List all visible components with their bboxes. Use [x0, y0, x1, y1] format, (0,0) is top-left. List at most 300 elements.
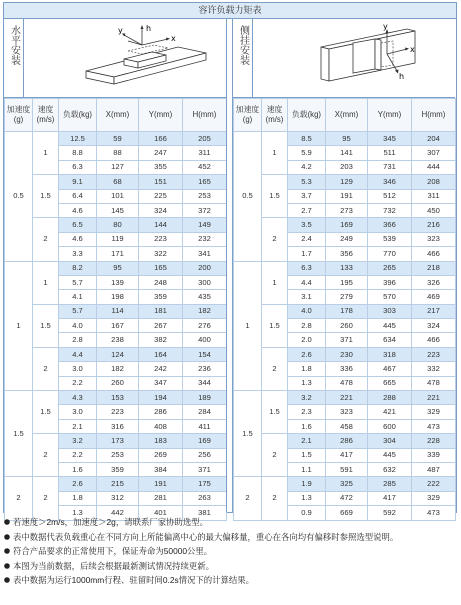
value-cell: 4.0 — [288, 304, 326, 318]
speed-cell: 1 — [33, 261, 59, 304]
value-cell: 592 — [368, 506, 412, 520]
table-row — [234, 434, 456, 448]
value-cell: 359 — [139, 290, 183, 304]
value-cell: 221 — [412, 391, 456, 405]
value-cell: 1.8 — [288, 362, 326, 376]
header-x: X(mm) — [97, 99, 139, 132]
y-axis-label: y — [118, 26, 123, 35]
value-cell: 95 — [97, 261, 139, 275]
value-cell: 182 — [183, 304, 227, 318]
value-cell: 273 — [326, 203, 368, 217]
note-text: 表中数据代表负载重心在不同方向上所能偏离中心的最大偏移量，重心在各向均有偏移时参照选型说明。 — [13, 531, 399, 542]
table-row — [5, 391, 227, 405]
value-cell: 417 — [326, 448, 368, 462]
value-cell: 372 — [183, 203, 227, 217]
value-cell: 253 — [97, 448, 139, 462]
value-cell: 9.1 — [59, 175, 97, 189]
value-cell: 1.6 — [288, 419, 326, 433]
side-mount-panel — [233, 19, 455, 517]
side-mount-diagram — [257, 21, 451, 95]
value-cell: 318 — [368, 347, 412, 361]
value-cell: 435 — [183, 290, 227, 304]
note-text: 符合产品要求的正常使用下，保证寿命为50000公里。 — [13, 546, 213, 557]
value-cell: 216 — [412, 218, 456, 232]
value-cell: 215 — [97, 477, 139, 491]
value-cell: 263 — [183, 491, 227, 505]
value-cell: 249 — [326, 232, 368, 246]
value-cell: 228 — [412, 434, 456, 448]
acceleration-cell: 0.5 — [5, 132, 33, 262]
value-cell: 195 — [326, 275, 368, 289]
value-cell: 304 — [368, 434, 412, 448]
note-item — [3, 544, 459, 559]
value-cell: 225 — [139, 189, 183, 203]
table-row — [5, 477, 227, 491]
value-cell: 444 — [412, 160, 456, 174]
value-cell: 1.5 — [288, 448, 326, 462]
value-cell: 281 — [139, 491, 183, 505]
value-cell: 165 — [183, 175, 227, 189]
value-cell: 1.9 — [288, 477, 326, 491]
value-cell: 260 — [97, 376, 139, 390]
header-h: H(mm) — [412, 99, 456, 132]
value-cell: 591 — [326, 462, 368, 476]
h-axis-label: h — [146, 24, 152, 33]
value-cell: 114 — [97, 304, 139, 318]
value-cell: 539 — [368, 232, 412, 246]
speed-cell: 2 — [33, 477, 59, 520]
value-cell: 2.8 — [59, 333, 97, 347]
value-cell: 323 — [412, 232, 456, 246]
header-speed: 速度 (m/s) — [33, 99, 59, 132]
speed-cell: 1.5 — [262, 175, 288, 218]
note-item — [3, 530, 459, 545]
note-text: 本图为当前数据，后续会根据最新测试情况持续更新。 — [13, 560, 214, 571]
value-cell: 265 — [368, 261, 412, 275]
value-cell: 145 — [97, 203, 139, 217]
value-cell: 445 — [368, 448, 412, 462]
value-cell: 144 — [139, 218, 183, 232]
value-cell: 1.1 — [288, 462, 326, 476]
value-cell: 452 — [183, 160, 227, 174]
value-cell: 8.8 — [59, 146, 97, 160]
value-cell: 59 — [97, 132, 139, 146]
speed-cell: 2 — [33, 347, 59, 390]
value-cell: 153 — [97, 391, 139, 405]
value-cell: 217 — [412, 304, 456, 318]
value-cell: 2.7 — [288, 203, 326, 217]
speed-cell: 1.5 — [262, 391, 288, 434]
notes — [3, 515, 459, 588]
value-cell: 0.9 — [288, 506, 326, 520]
value-cell: 285 — [368, 477, 412, 491]
value-cell: 5.7 — [59, 304, 97, 318]
value-cell: 232 — [183, 232, 227, 246]
value-cell: 171 — [97, 247, 139, 261]
value-cell: 95 — [326, 132, 368, 146]
value-cell: 286 — [326, 434, 368, 448]
value-cell: 173 — [97, 434, 139, 448]
value-cell: 223 — [412, 347, 456, 361]
value-cell: 247 — [139, 146, 183, 160]
value-cell: 2.6 — [288, 347, 326, 361]
value-cell: 472 — [326, 491, 368, 505]
value-cell: 347 — [139, 376, 183, 390]
value-cell: 286 — [139, 405, 183, 419]
value-cell: 332 — [412, 362, 456, 376]
value-cell: 4.0 — [59, 319, 97, 333]
value-cell: 181 — [139, 304, 183, 318]
value-cell: 478 — [326, 376, 368, 390]
note-text: 若速度＞2m/s，加速度＞2g，请联系厂家协助选型。 — [13, 517, 208, 527]
value-cell: 339 — [412, 448, 456, 462]
note-item — [3, 573, 459, 588]
value-cell: 473 — [412, 419, 456, 433]
value-cell: 324 — [139, 203, 183, 217]
value-cell: 665 — [368, 376, 412, 390]
value-cell: 151 — [139, 175, 183, 189]
value-cell: 165 — [139, 261, 183, 275]
value-cell: 4.4 — [59, 347, 97, 361]
side-mount-label: 侧挂安装 — [233, 19, 253, 97]
value-cell: 408 — [139, 419, 183, 433]
table-row — [5, 261, 227, 275]
value-cell: 316 — [97, 419, 139, 433]
table-row — [234, 132, 456, 146]
x-axis-label: x — [171, 34, 176, 43]
value-cell: 401 — [139, 506, 183, 520]
value-cell: 3.0 — [59, 405, 97, 419]
value-cell: 236 — [183, 362, 227, 376]
value-cell: 127 — [97, 160, 139, 174]
value-cell: 4.4 — [288, 275, 326, 289]
y-axis-label: y — [383, 22, 388, 31]
speed-cell: 1.5 — [33, 175, 59, 218]
value-cell: 166 — [139, 132, 183, 146]
horizontal-mount-diagram-row — [4, 19, 226, 98]
value-cell: 223 — [97, 405, 139, 419]
value-cell: 466 — [412, 247, 456, 261]
value-cell: 101 — [97, 189, 139, 203]
value-cell: 445 — [368, 319, 412, 333]
value-cell: 1.8 — [59, 491, 97, 505]
table-caption: 容许负载力矩表 — [4, 3, 456, 19]
panel-divider — [226, 19, 233, 512]
value-cell: 381 — [183, 506, 227, 520]
value-cell: 329 — [412, 405, 456, 419]
value-cell: 124 — [97, 347, 139, 361]
acceleration-cell: 2 — [5, 477, 33, 520]
value-cell: 218 — [412, 261, 456, 275]
value-cell: 182 — [97, 362, 139, 376]
value-cell: 3.2 — [59, 434, 97, 448]
value-cell: 311 — [412, 189, 456, 203]
value-cell: 770 — [368, 247, 412, 261]
acceleration-cell: 1.5 — [234, 391, 262, 477]
value-cell: 203 — [326, 160, 368, 174]
value-cell: 442 — [97, 506, 139, 520]
speed-cell: 1.5 — [33, 391, 59, 434]
horizontal-mount-panel — [4, 19, 226, 517]
value-cell: 139 — [97, 275, 139, 289]
value-cell: 1.3 — [288, 376, 326, 390]
speed-cell: 2 — [33, 218, 59, 261]
value-cell: 355 — [139, 160, 183, 174]
value-cell: 169 — [183, 434, 227, 448]
value-cell: 267 — [139, 319, 183, 333]
load-moment-table — [3, 2, 457, 517]
value-cell: 417 — [368, 491, 412, 505]
table-row — [234, 477, 456, 491]
speed-cell: 1.5 — [262, 304, 288, 347]
value-cell: 359 — [97, 462, 139, 476]
value-cell: 1.6 — [59, 462, 97, 476]
value-cell: 356 — [326, 247, 368, 261]
value-cell: 175 — [183, 477, 227, 491]
value-cell: 2.6 — [59, 477, 97, 491]
value-cell: 12.5 — [59, 132, 97, 146]
value-cell: 731 — [368, 160, 412, 174]
value-cell: 269 — [139, 448, 183, 462]
value-cell: 2.1 — [59, 419, 97, 433]
value-cell: 248 — [139, 275, 183, 289]
value-cell: 189 — [183, 391, 227, 405]
value-cell: 279 — [326, 290, 368, 304]
table-row — [234, 391, 456, 405]
horizontal-mount-label: 水平安装 — [4, 19, 24, 97]
value-cell: 198 — [97, 290, 139, 304]
horizontal-mount-diagram — [28, 21, 222, 95]
value-cell: 68 — [97, 175, 139, 189]
value-cell: 396 — [368, 275, 412, 289]
value-cell: 336 — [326, 362, 368, 376]
header-row — [5, 99, 227, 132]
table-row — [234, 175, 456, 189]
speed-cell: 1.5 — [33, 304, 59, 347]
value-cell: 4.2 — [288, 160, 326, 174]
header-x: X(mm) — [326, 99, 368, 132]
bullet-icon — [4, 519, 10, 525]
table-row — [234, 218, 456, 232]
acceleration-cell: 0.5 — [234, 132, 262, 262]
value-cell: 473 — [412, 506, 456, 520]
value-cell: 329 — [412, 491, 456, 505]
value-cell: 411 — [183, 419, 227, 433]
acceleration-cell: 1 — [234, 261, 262, 391]
header-speed: 速度 (m/s) — [262, 99, 288, 132]
value-cell: 5.3 — [288, 175, 326, 189]
value-cell: 4.3 — [59, 391, 97, 405]
value-cell: 3.7 — [288, 189, 326, 203]
value-cell: 2.0 — [288, 333, 326, 347]
value-cell: 5.7 — [59, 275, 97, 289]
value-cell: 4.6 — [59, 232, 97, 246]
value-cell: 204 — [412, 132, 456, 146]
value-cell: 200 — [183, 261, 227, 275]
value-cell: 169 — [326, 218, 368, 232]
value-cell: 478 — [412, 376, 456, 390]
table-row — [5, 218, 227, 232]
acceleration-cell: 2 — [234, 477, 262, 520]
value-cell: 382 — [139, 333, 183, 347]
value-cell: 191 — [139, 477, 183, 491]
value-cell: 300 — [183, 275, 227, 289]
value-cell: 345 — [368, 132, 412, 146]
value-cell: 164 — [139, 347, 183, 361]
value-cell: 450 — [412, 203, 456, 217]
acceleration-cell: 1.5 — [5, 391, 33, 477]
note-text: 表中数据为运行1000mm行程、驻留时间0.2s情况下的计算结果。 — [13, 575, 255, 586]
header-row — [234, 99, 456, 132]
value-cell: 6.3 — [288, 261, 326, 275]
value-cell: 341 — [183, 247, 227, 261]
value-cell: 2.2 — [59, 448, 97, 462]
value-cell: 466 — [412, 333, 456, 347]
value-cell: 8.5 — [288, 132, 326, 146]
value-cell: 4.6 — [59, 203, 97, 217]
value-cell: 467 — [368, 362, 412, 376]
acceleration-cell: 1 — [5, 261, 33, 391]
value-cell: 323 — [326, 405, 368, 419]
value-cell: 325 — [326, 477, 368, 491]
value-cell: 242 — [139, 362, 183, 376]
value-cell: 384 — [139, 462, 183, 476]
value-cell: 512 — [368, 189, 412, 203]
value-cell: 3.2 — [288, 391, 326, 405]
horizontal-load-table — [4, 98, 227, 521]
value-cell: 732 — [368, 203, 412, 217]
x-axis-label: x — [410, 45, 415, 54]
speed-cell: 1 — [262, 261, 288, 304]
speed-cell: 2 — [262, 434, 288, 477]
value-cell: 371 — [326, 333, 368, 347]
value-cell: 88 — [97, 146, 139, 160]
table-row — [5, 434, 227, 448]
value-cell: 80 — [97, 218, 139, 232]
value-cell: 178 — [326, 304, 368, 318]
value-cell: 366 — [368, 218, 412, 232]
table-row — [234, 304, 456, 318]
value-cell: 119 — [97, 232, 139, 246]
value-cell: 223 — [139, 232, 183, 246]
value-cell: 570 — [368, 290, 412, 304]
value-cell: 303 — [368, 304, 412, 318]
value-cell: 400 — [183, 333, 227, 347]
header-y: Y(mm) — [368, 99, 412, 132]
value-cell: 284 — [183, 405, 227, 419]
value-cell: 2.3 — [288, 405, 326, 419]
value-cell: 326 — [412, 275, 456, 289]
header-load: 负载(kg) — [59, 99, 97, 132]
value-cell: 221 — [326, 391, 368, 405]
header-y: Y(mm) — [139, 99, 183, 132]
value-cell: 2.2 — [59, 376, 97, 390]
table-row — [5, 304, 227, 318]
note-item — [3, 515, 459, 530]
value-cell: 2.1 — [288, 434, 326, 448]
value-cell: 487 — [412, 462, 456, 476]
table-row — [234, 261, 456, 275]
value-cell: 3.3 — [59, 247, 97, 261]
header-acceleration: 加速度 (g) — [234, 99, 262, 132]
value-cell: 421 — [368, 405, 412, 419]
note-item — [3, 559, 459, 574]
value-cell: 600 — [368, 419, 412, 433]
value-cell: 238 — [97, 333, 139, 347]
value-cell: 208 — [412, 175, 456, 189]
table-row — [5, 132, 227, 146]
value-cell: 4.1 — [59, 290, 97, 304]
side-load-table — [233, 98, 456, 521]
speed-cell: 1 — [262, 132, 288, 175]
value-cell: 191 — [326, 189, 368, 203]
value-cell: 3.1 — [288, 290, 326, 304]
speed-cell: 2 — [33, 434, 59, 477]
speed-cell: 2 — [262, 477, 288, 520]
value-cell: 632 — [368, 462, 412, 476]
bullet-icon — [4, 578, 10, 584]
value-cell: 133 — [326, 261, 368, 275]
value-cell: 276 — [183, 319, 227, 333]
value-cell: 312 — [97, 491, 139, 505]
table-row — [5, 347, 227, 361]
value-cell: 256 — [183, 448, 227, 462]
value-cell: 1.7 — [288, 247, 326, 261]
value-cell: 154 — [183, 347, 227, 361]
value-cell: 129 — [326, 175, 368, 189]
value-cell: 205 — [183, 132, 227, 146]
bullet-icon — [4, 548, 10, 554]
h-axis-label: h — [399, 72, 405, 81]
value-cell: 2.4 — [288, 232, 326, 246]
value-cell: 2.8 — [288, 319, 326, 333]
value-cell: 6.3 — [59, 160, 97, 174]
value-cell: 149 — [183, 218, 227, 232]
header-acceleration: 加速度 (g) — [5, 99, 33, 132]
bullet-icon — [4, 534, 10, 540]
value-cell: 288 — [368, 391, 412, 405]
value-cell: 322 — [139, 247, 183, 261]
header-load: 负载(kg) — [288, 99, 326, 132]
header-h: H(mm) — [183, 99, 227, 132]
value-cell: 222 — [412, 477, 456, 491]
value-cell: 511 — [368, 146, 412, 160]
value-cell: 1.3 — [288, 491, 326, 505]
value-cell: 346 — [368, 175, 412, 189]
speed-cell: 1 — [33, 132, 59, 175]
value-cell: 669 — [326, 506, 368, 520]
value-cell: 6.4 — [59, 189, 97, 203]
table-row — [5, 175, 227, 189]
value-cell: 634 — [368, 333, 412, 347]
speed-cell: 2 — [262, 347, 288, 390]
value-cell: 194 — [139, 391, 183, 405]
value-cell: 260 — [326, 319, 368, 333]
value-cell: 6.5 — [59, 218, 97, 232]
value-cell: 469 — [412, 290, 456, 304]
value-cell: 3.5 — [288, 218, 326, 232]
value-cell: 167 — [97, 319, 139, 333]
value-cell: 458 — [326, 419, 368, 433]
value-cell: 5.9 — [288, 146, 326, 160]
value-cell: 141 — [326, 146, 368, 160]
value-cell: 230 — [326, 347, 368, 361]
value-cell: 183 — [139, 434, 183, 448]
side-mount-diagram-row — [233, 19, 455, 98]
value-cell: 371 — [183, 462, 227, 476]
value-cell: 253 — [183, 189, 227, 203]
value-cell: 8.2 — [59, 261, 97, 275]
